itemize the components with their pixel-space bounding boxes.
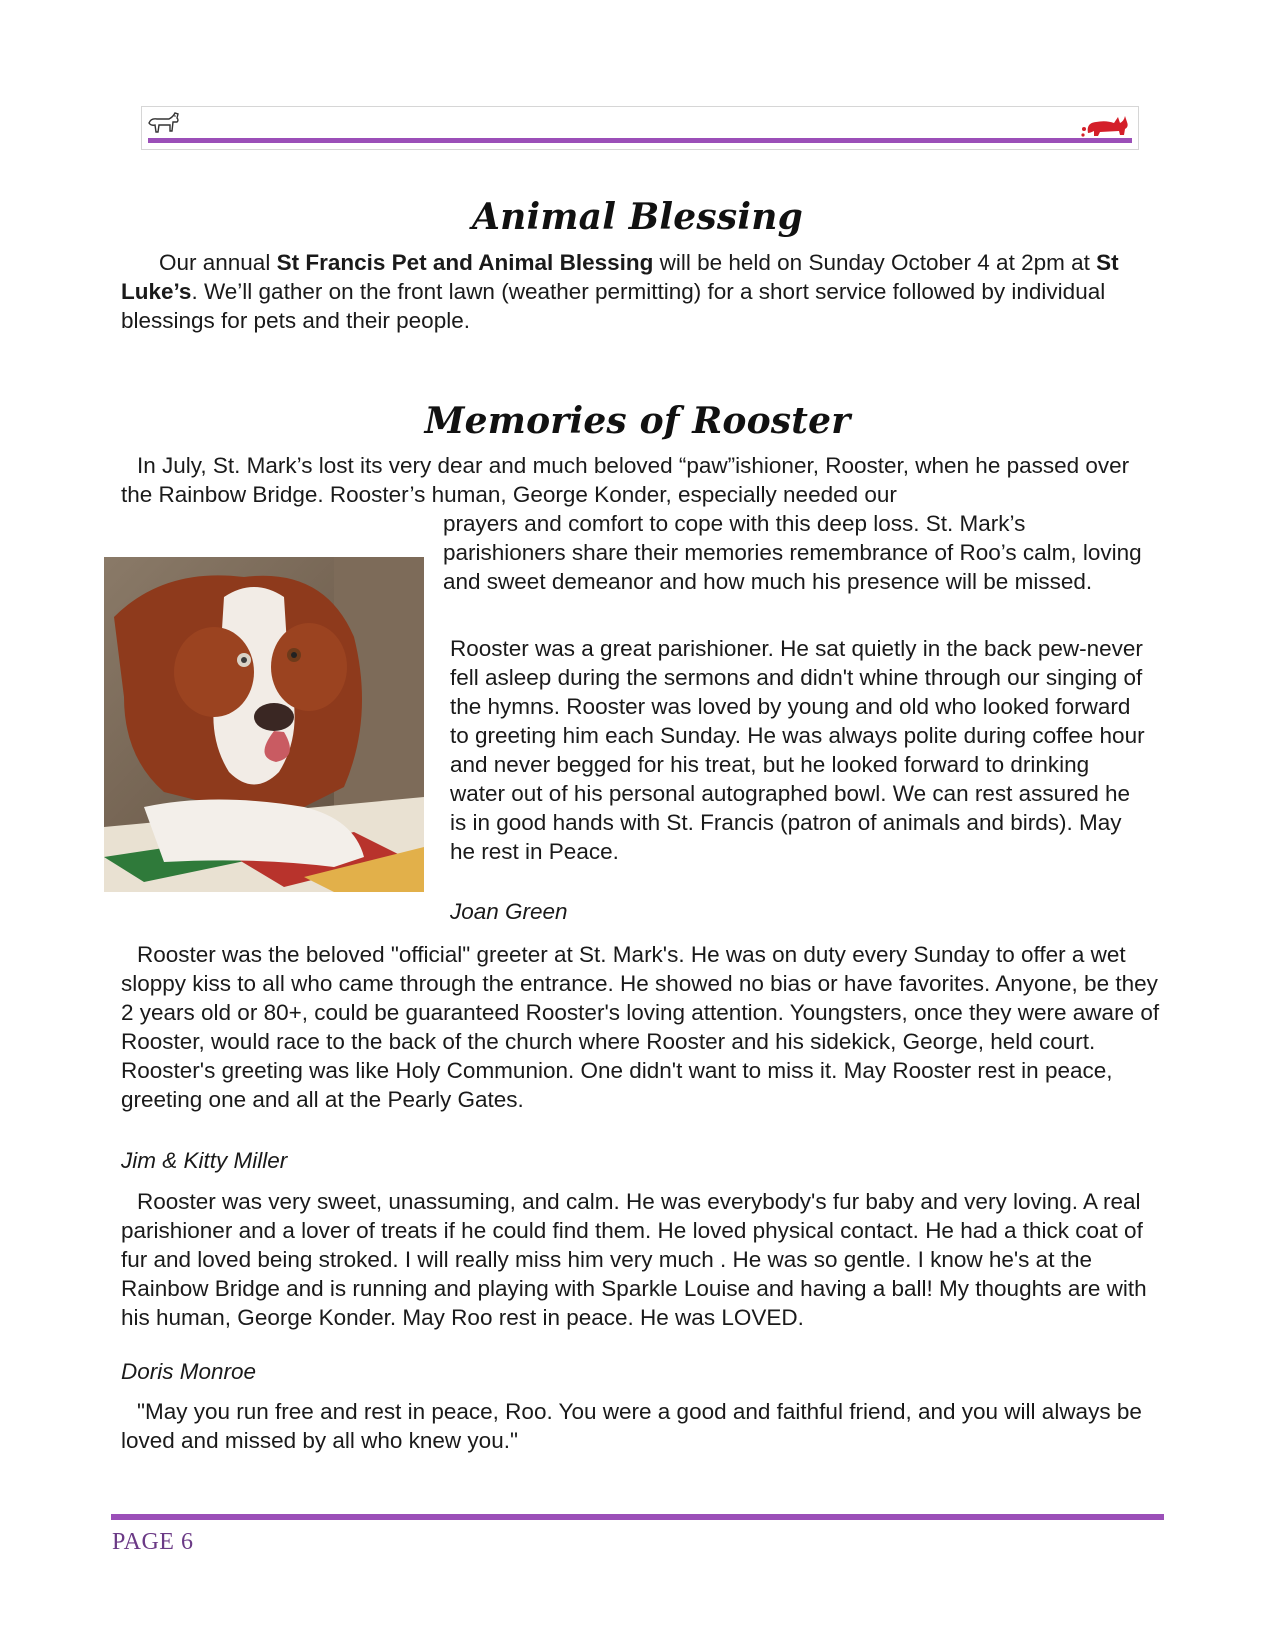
footer-divider (111, 1514, 1164, 1520)
rooster-intro-paragraph (121, 451, 1151, 509)
monroe-tribute-text: Rooster was very sweet, unassuming, and calm. He was everybody's fur baby and very loving. A real parishioner and a lover of treats if he could find them. He loved physical contact. He had a thick coat of fur and loved being stroked. I will really miss him very much . He was so gentle. I know he's at the Rainbow Bridge and is running and playing with Sparkle Louise and having a ball! My thoughts are with his human, George Konder. May Roo rest in peace. He was LOVED. (121, 1189, 1147, 1330)
dog-icon (145, 109, 181, 139)
closing-tribute-text: "May you run free and rest in peace, Roo. You were a good and faithful friend, and you will always be loved and missed by all who knew you." (121, 1399, 1142, 1453)
dog-photo (104, 557, 424, 892)
blessing-text-details: . We’ll gather on the front lawn (weather permitting) for a short service followed by individual blessings for pets and their people. (121, 279, 1106, 333)
rooster-intro-text: In July, St. Mark’s lost its very dear and much beloved “paw”ishioner, Rooster, when he passed over the Rainbow Bridge. Rooster’s human, George Konder, especially needed our (121, 453, 1130, 507)
monroe-tribute (121, 1187, 1161, 1332)
animal-blessing-paragraph (121, 248, 1131, 335)
header-banner (141, 106, 1139, 150)
monroe-signature: Doris Monroe (121, 1359, 257, 1384)
blessing-text-intro: Our annual (159, 250, 277, 275)
blessing-venue: St Luke’s (121, 250, 1119, 304)
miller-tribute (121, 940, 1161, 1114)
header-divider (148, 138, 1132, 143)
joan-green-signature: Joan Green (450, 899, 568, 924)
cat-icon (1080, 109, 1132, 139)
animal-blessing-title: Animal Blessing (472, 196, 803, 238)
blessing-event-name: St Francis Pet and Animal Blessing (276, 250, 654, 275)
miller-tribute-text: Rooster was the beloved "official" greeter at St. Mark's. He was on duty every Sunday to offer a wet sloppy kiss to all who came through the entrance. He showed no bias or have favorites. Anyone, be they 2 years old or 80+, could be guaranteed Rooster's loving attention. Youngsters, once they were aware of Rooster, would race to the back of the church where Rooster and his sidekick, George, held court. Rooster's greeting was like Holy Communion. One didn't want to miss it. May Rooster rest in peace, greeting one and all at the Pearly Gates. (121, 942, 1160, 1112)
closing-tribute (121, 1397, 1161, 1455)
blessing-text-date: will be held on Sunday October 4 at 2pm at (653, 250, 1097, 275)
memories-of-rooster-title: Memories of Rooster (424, 400, 851, 442)
page-number: PAGE 6 (112, 1529, 194, 1555)
joan-green-tribute: Rooster was a great parishioner. He sat quietly in the back pew-never fell asleep during the sermons and didn't whine through our singing of the hymns. Rooster was loved by young and old who looked forward to greeting him each Sunday. He was always polite during coffee hour and never begged for his treat, but he looked forward to drinking water out of his personal autographed bowl. We can rest assured he is in good hands with St. Francis (patron of animals and birds). May he rest in Peace. (450, 636, 1145, 864)
miller-signature: Jim & Kitty Miller (121, 1148, 288, 1173)
rooster-intro-continued: prayers and comfort to cope with this deep loss. St. Mark’s parishioners share their memories remembrance of Roo’s calm, loving and sweet demeanor and how much his presence will be missed. (443, 511, 1142, 594)
